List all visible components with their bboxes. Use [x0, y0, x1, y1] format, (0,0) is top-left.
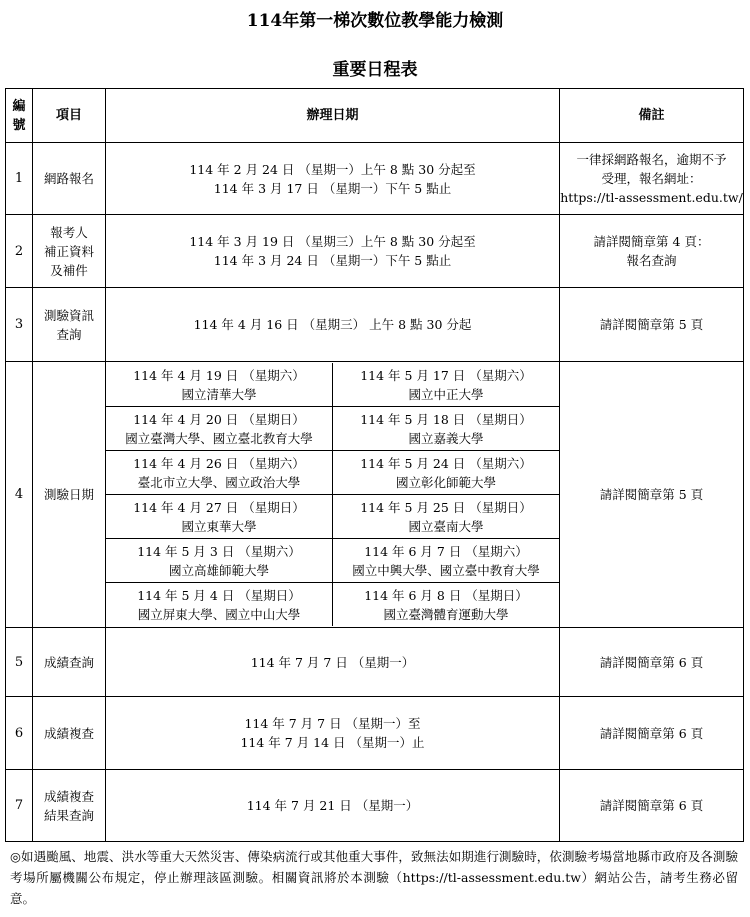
schedule-table	[5, 88, 744, 842]
exam-date-slot: 114 年 4 月 26 日 （星期六） 臺北市立大學、國立政治大學	[106, 451, 333, 495]
exam-date-slot: 114 年 6 月 7 日 （星期六） 國立中興大學、國立臺中教育大學	[333, 539, 560, 583]
row-date: 114 年 7 月 7 日 （星期一）至 114 年 7 月 14 日 （星期一）止	[106, 697, 560, 770]
row-date: 114 年 4 月 16 日 （星期三） 上午 8 點 30 分起	[106, 288, 560, 362]
row-note: 請詳閱簡章第 6 頁	[560, 697, 744, 770]
row-note: 請詳閱簡章第 5 頁	[560, 362, 744, 628]
row-date: 114 年 2 月 24 日 （星期一）上午 8 點 30 分起至 114 年 3 月 17 日 （星期一）下午 5 點止	[106, 143, 560, 215]
exam-date-slot: 114 年 5 月 3 日 （星期六） 國立高雄師範大學	[106, 539, 333, 583]
table-row	[6, 697, 744, 770]
page-title: 114年第一梯次數位教學能力檢測	[246, 11, 504, 31]
exam-date-cell	[106, 362, 560, 628]
row-number: 6	[6, 697, 33, 770]
exam-date-slot: 114 年 5 月 17 日 （星期六） 國立中正大學	[333, 363, 560, 407]
table-row	[6, 362, 744, 628]
row-item: 測驗日期	[33, 362, 106, 628]
row-note: 請詳閱簡章第 5 頁	[560, 288, 744, 362]
row-date: 114 年 3 月 19 日 （星期三）上午 8 點 30 分起至 114 年 3 月 24 日 （星期一）下午 5 點止	[106, 215, 560, 288]
header-note: 備註	[560, 89, 744, 143]
row-item: 測驗資訊 查詢	[33, 288, 106, 362]
page-subtitle: 重要日程表	[332, 60, 418, 80]
header-item: 項目	[33, 89, 106, 143]
row-number: 5	[6, 628, 33, 697]
exam-date-slot: 114 年 4 月 27 日 （星期日） 國立東華大學	[106, 495, 333, 539]
row-date: 114 年 7 月 7 日 （星期一）	[106, 628, 560, 697]
header-row	[6, 89, 744, 143]
row-item: 成績複查	[33, 697, 106, 770]
exam-date-slot: 114 年 5 月 24 日 （星期六） 國立彰化師範大學	[333, 451, 560, 495]
table-row	[6, 628, 744, 697]
exam-date-slot: 114 年 5 月 4 日 （星期日） 國立屏東大學、國立中山大學	[106, 583, 333, 627]
table-row	[6, 770, 744, 842]
row-number: 3	[6, 288, 33, 362]
row-number: 4	[6, 362, 33, 628]
header-no: 編 號	[6, 89, 33, 143]
row-number: 7	[6, 770, 33, 842]
exam-date-slot: 114 年 6 月 8 日 （星期日） 國立臺灣體育運動大學	[333, 583, 560, 627]
exam-date-slot: 114 年 4 月 20 日 （星期日） 國立臺灣大學、國立臺北教育大學	[106, 407, 333, 451]
row-note: 請詳閱簡章第 6 頁	[560, 770, 744, 842]
row-note: 請詳閱簡章第 6 頁	[560, 628, 744, 697]
row-item: 成績複查 結果查詢	[33, 770, 106, 842]
exam-date-slot: 114 年 4 月 19 日 （星期六） 國立清華大學	[106, 363, 333, 407]
header-date: 辦理日期	[106, 89, 560, 143]
footer-notice: ◎如遇颱風、地震、洪水等重大天然災害、傳染病流行或其他重大事件，致無法如期進行測驗時，依測驗考場當地縣市政府及各測驗考場所屬機關公布規定，停止辦理該區測驗。相關資訊將於本測驗（https://tl-assessment.edu.tw）網站公告，請考生務必留意。	[10, 849, 738, 906]
table-row	[6, 143, 744, 215]
row-number: 1	[6, 143, 33, 215]
table-row	[6, 215, 744, 288]
row-note: 一律採網路報名，逾期不予 受理，報名網址： https://tl-assessment.edu.tw/	[560, 143, 744, 215]
exam-date-slot: 114 年 5 月 18 日 （星期日） 國立嘉義大學	[333, 407, 560, 451]
row-item: 報考人 補正資料 及補件	[33, 215, 106, 288]
row-item: 網路報名	[33, 143, 106, 215]
exam-dates-grid	[106, 363, 559, 626]
exam-date-slot: 114 年 5 月 25 日 （星期日） 國立臺南大學	[333, 495, 560, 539]
row-date: 114 年 7 月 21 日 （星期一）	[106, 770, 560, 842]
row-item: 成績查詢	[33, 628, 106, 697]
row-number: 2	[6, 215, 33, 288]
row-note: 請詳閱簡章第 4 頁： 報名查詢	[560, 215, 744, 288]
table-row	[6, 288, 744, 362]
